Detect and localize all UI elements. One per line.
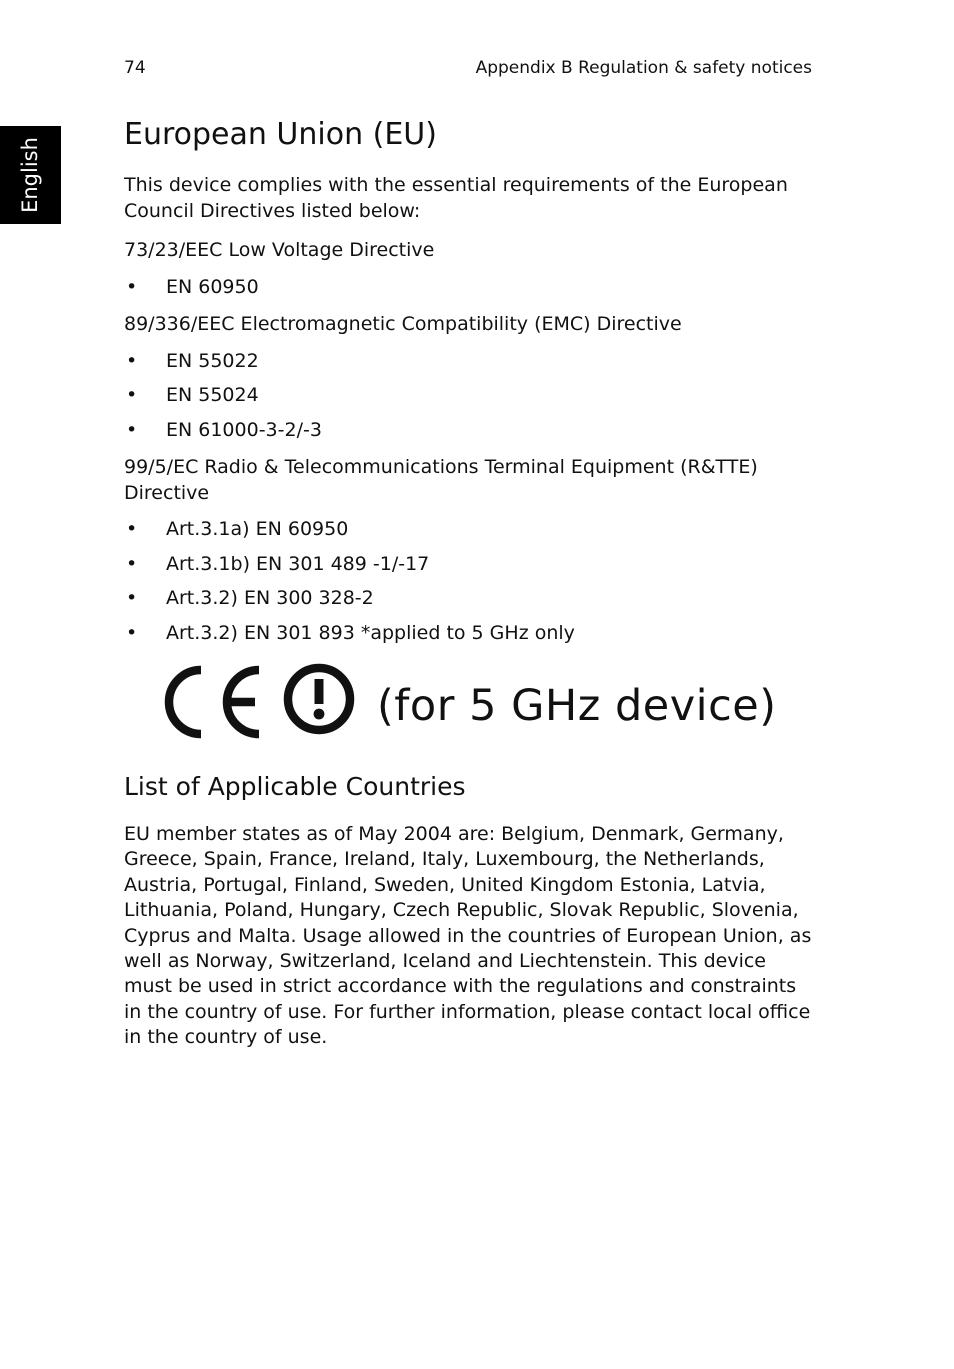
bullet-icon: • <box>126 552 138 575</box>
list-item-text: EN 61000-3-2/-3 <box>166 418 322 441</box>
language-tab <box>0 126 61 224</box>
bullet-icon: • <box>126 621 138 644</box>
list-item <box>124 275 814 301</box>
section-title: European Union (EU) <box>124 117 437 152</box>
directive-title-low-voltage: 73/23/EEC Low Voltage Directive <box>124 239 435 261</box>
directive-title-emc: 89/336/EEC Electromagnetic Compatibility (EMC) Directive <box>124 313 682 335</box>
list-item <box>124 349 814 375</box>
countries-paragraph: EU member states as of May 2004 are: Belgium, Denmark, Germany, Greece, Spain, France, Ireland, Italy, Luxembourg, the Netherlands, Austria, Portugal, Finland, Sweden, United Kingdom Estonia, Latvia, Lithuania, Poland, Hungary, Czech Republic, Slovak Republic, Slovenia, Cyprus and Malta. Usage allowed in the countries of European Union, as well as Norway, Switzerland, Iceland and Liechtenstein. This device must be used in strict accordance with the regulations and constraints in the country of use. For further information, please contact local office in the country of use. <box>124 823 812 1049</box>
bullet-icon: • <box>126 418 138 441</box>
directive-title-rtte: 99/5/EC Radio & Telecommunications Terminal Equipment (R&TTE) Directive <box>124 456 758 504</box>
list-item-text: Art.3.2) EN 301 893 *applied to 5 GHz only <box>166 621 575 644</box>
rtte-list <box>124 517 814 646</box>
list-item <box>124 517 814 543</box>
bullet-icon: • <box>126 275 138 298</box>
language-tab-label: English <box>18 137 42 213</box>
intro-paragraph: This device complies with the essential requirements of the European Council Directives listed below: <box>124 174 788 222</box>
list-item-text: Art.3.1a) EN 60950 <box>166 518 349 540</box>
bullet-icon: • <box>126 349 138 372</box>
list-item <box>124 418 814 444</box>
list-item <box>124 621 814 647</box>
list-item <box>124 586 814 612</box>
page-number: 74 <box>124 58 146 78</box>
bullet-icon: • <box>126 587 138 609</box>
low-voltage-list <box>124 275 814 301</box>
list-item-text: EN 55022 <box>166 349 259 372</box>
list-item <box>124 383 814 409</box>
list-item-text: EN 55024 <box>166 384 259 406</box>
bullet-icon: • <box>126 384 138 406</box>
running-header: Appendix B Regulation & safety notices <box>475 58 812 78</box>
list-item-text: Art.3.2) EN 300 328-2 <box>166 587 374 609</box>
bullet-icon: • <box>126 518 138 540</box>
alert-mark-icon <box>281 662 357 742</box>
ce-marking-caption: (for 5 GHz device) <box>377 681 777 731</box>
ce-mark-icon <box>163 662 271 742</box>
ce-marking <box>163 662 783 742</box>
emc-list <box>124 349 814 444</box>
list-item <box>124 552 814 578</box>
directives-content <box>124 173 814 658</box>
list-item-text: EN 60950 <box>166 275 259 298</box>
countries-title: List of Applicable Countries <box>124 772 466 801</box>
list-item-text: Art.3.1b) EN 301 489 -1/-17 <box>166 552 430 575</box>
